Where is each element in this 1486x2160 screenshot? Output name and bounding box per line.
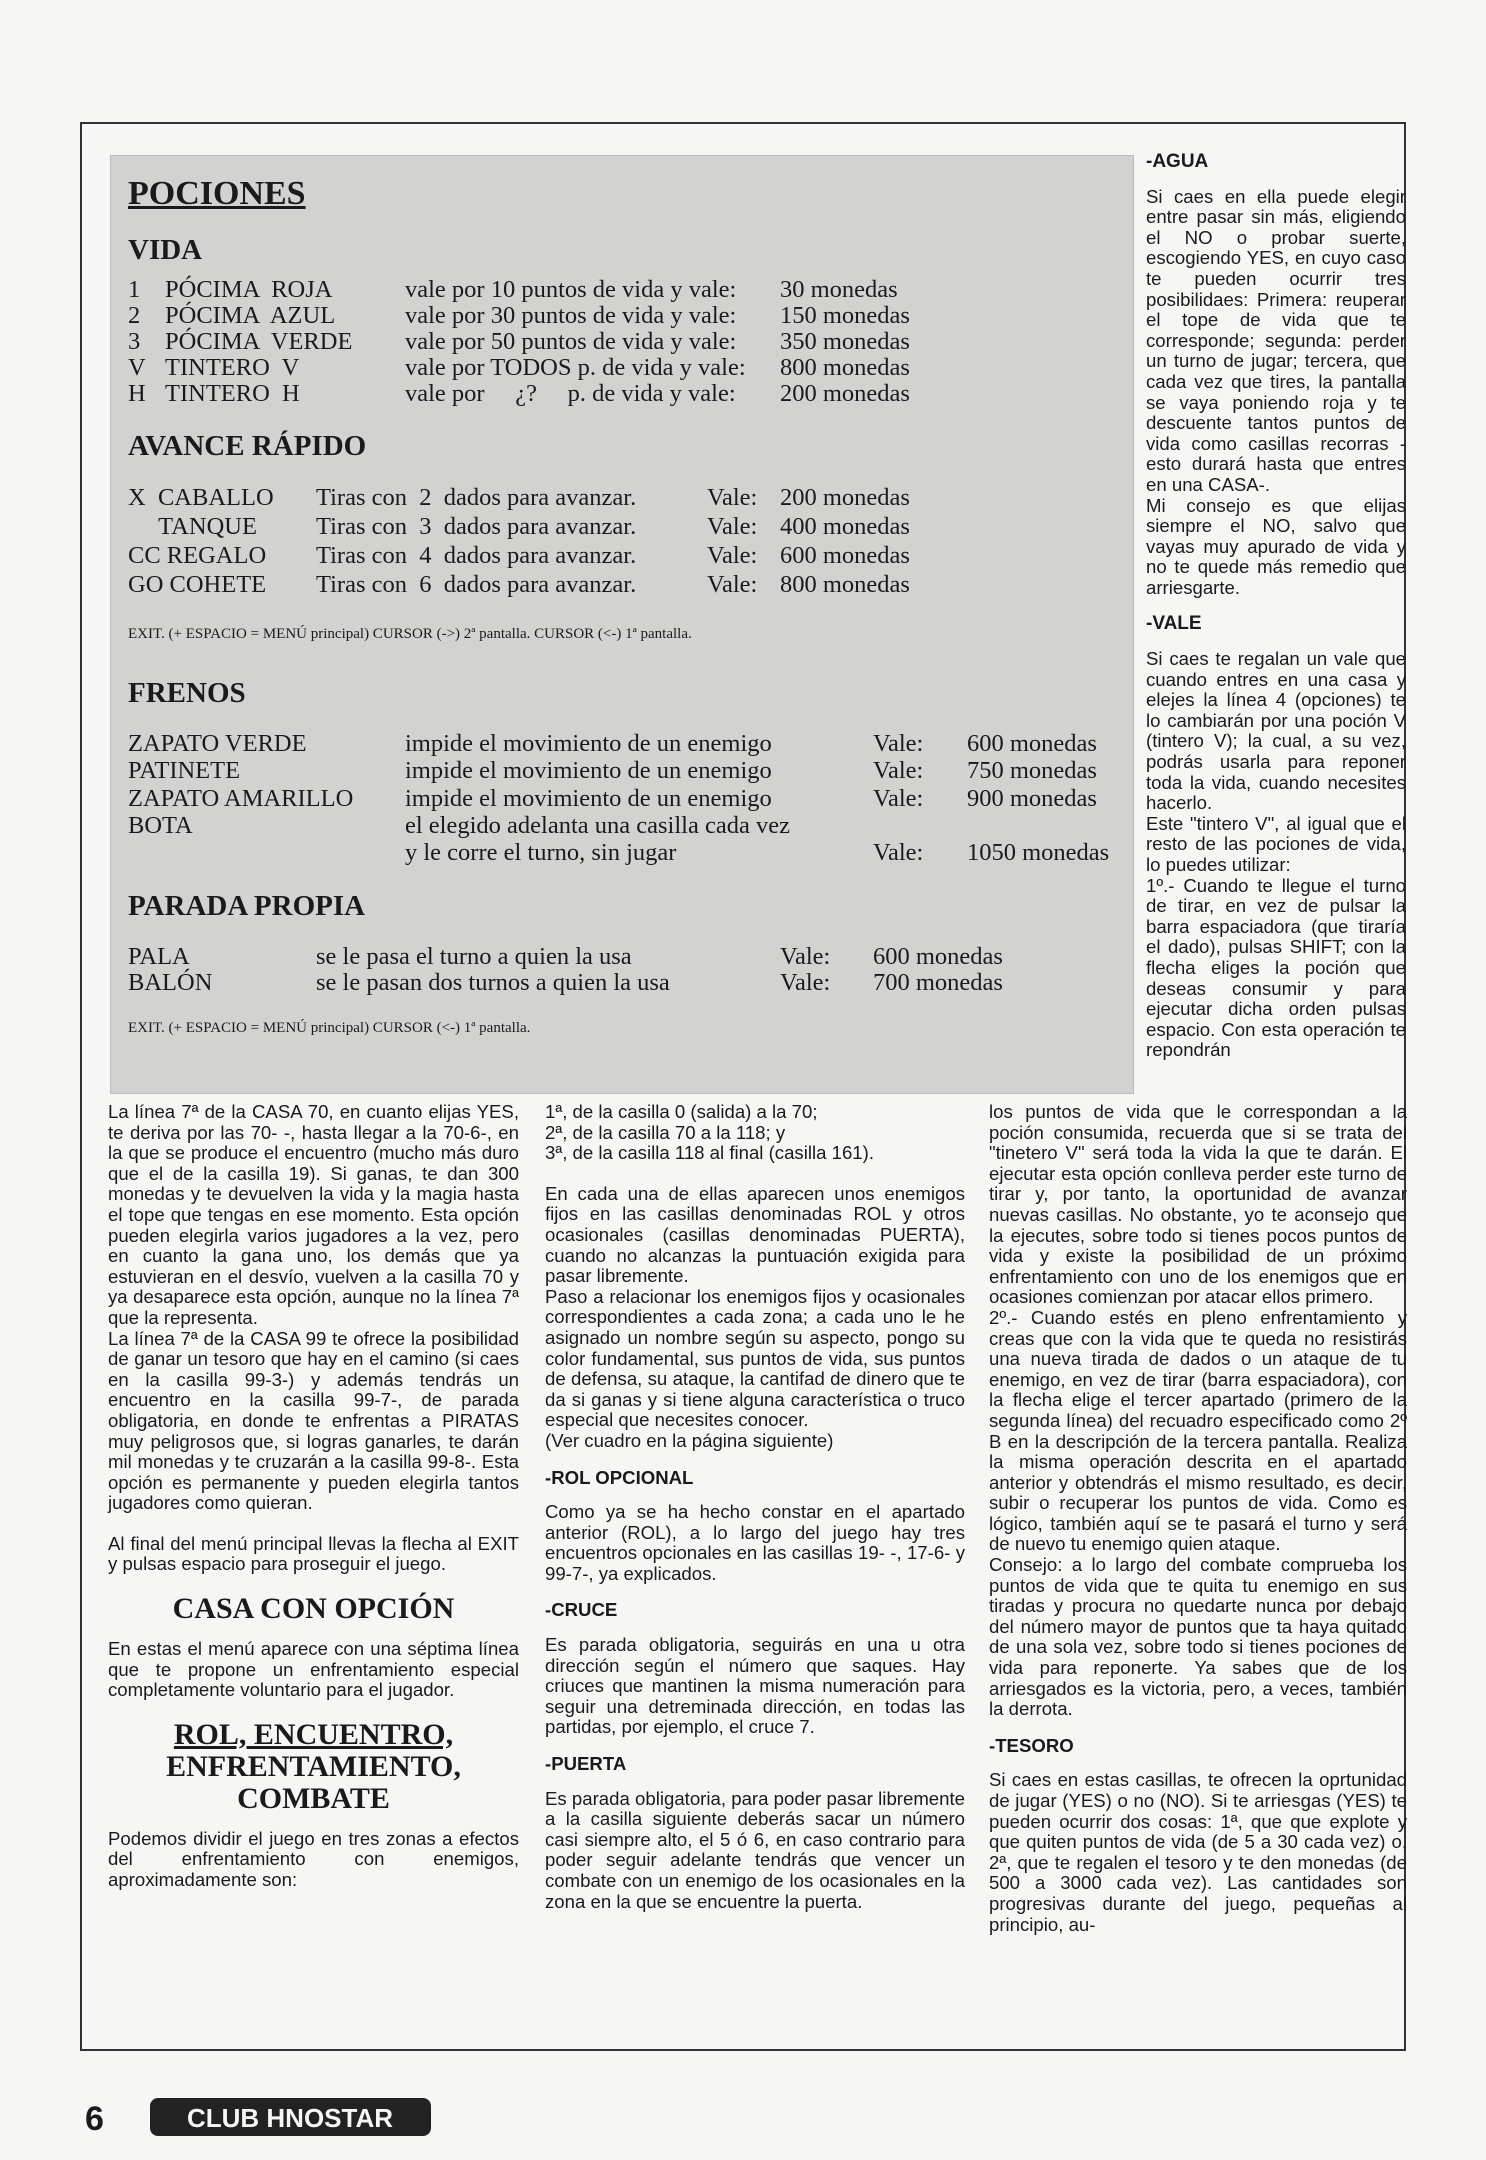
paragraph: Al final del menú principal llevas la flecha al EXIT y pulsas espacio para proseguir el juego. [108,1532,519,1575]
avance-desc: Tiras con 2 dados para avanzar. [316,484,637,511]
subheading-rol-opcional: -ROL OPCIONAL [545,1466,694,1488]
pocion-name: PÓCIMA AZUL [165,302,336,329]
pocion-name: PÓCIMA ROJA [165,276,333,303]
pocion-id: 2 [128,302,141,329]
pocion-name: PÓCIMA VERDE [165,328,353,355]
freno-price: 600 monedas [967,730,1097,757]
pocion-name: TINTERO V [165,354,300,381]
pocion-id: H [128,380,146,407]
paragraph: En cada una de ellas aparecen unos enemigos fijos en las casillas denominadas ROL y otros ocasionales (casillas denominadas PUERTA), cuando no alcanzas la puntuación exigida para pasar libremente. [545,1182,965,1287]
paragraph: Si caes te regalan un vale que cuando entres en una casa y elejes la línea 4 (opciones) te lo cambiarán por una poción V (tintero V); la cual, a su vez, podrás usarla para reponer toda la vida, cuando necesites hacerlo. [1146,648,1406,814]
freno-price: 750 monedas [967,757,1097,784]
avance-vale: Vale: [707,571,758,598]
pocion-desc: vale por 30 puntos de vida y vale: [405,302,737,329]
parada-desc: se le pasa el turno a quien la usa [316,943,632,970]
paragraph: La línea 7ª de la CASA 99 te ofrece la posibilidad de ganar un tesoro que hay en el camino (si caes en la casilla 99-3-) y además tendrás un encuentro en la casilla 99-7-, de parada obligatoria, en donde te enfrentas a PIRATAS muy peligrosos que, si logras ganarles, te darán mil monedas y te cruzarán a la casilla 99-8-. Esta opción es permanente y pueden elegirla tantos jugadores como quieran. [108,1327,519,1514]
freno-name: PATINETE [128,757,241,784]
parada-price: 700 monedas [873,969,1003,996]
column-2 [545,1102,965,1912]
zone-line: 3ª, de la casilla 118 al final (casilla 161). [545,1142,875,1164]
pocion-desc: vale por TODOS p. de vida y vale: [405,354,746,381]
parada-vale: Vale: [780,943,831,970]
avance-vale: Vale: [707,484,758,511]
avance-desc: Tiras con 3 dados para avanzar. [316,513,637,540]
parada-price: 600 monedas [873,943,1003,970]
column-1 [108,1102,519,1891]
avance-vale: Vale: [707,542,758,569]
freno-vale: Vale: [873,839,924,866]
avance-name: CC REGALO [128,542,267,569]
avance-desc: Tiras con 6 dados para avanzar. [316,571,637,598]
avance-price: 600 monedas [780,542,910,569]
avance-name: TANQUE [128,513,257,540]
paragraph: (Ver cuadro en la página siguiente) [545,1429,834,1451]
exit-line-1: EXIT. (+ ESPACIO = MENÚ principal) CURSOR (->) 2ª pantalla. CURSOR (<-) 1ª pantalla. [128,626,692,642]
club-logo [148,2092,433,2142]
pociones-title: POCIONES [128,175,306,212]
avance-name: GO COHETE [128,571,267,598]
freno-price: 1050 monedas [967,839,1110,866]
freno-vale: Vale: [873,785,924,812]
parada-desc: se le pasan dos turnos a quien la usa [316,969,670,996]
paragraph: Paso a relacionar los enemigos fijos y ocasionales correspondientes a cada zona; a cada uno le he asignado un nombre según su aspecto, pongo su color fundamental, sus puntos de vida, sus puntos de defensa, su ataque, la cantifad de dinero que te da si ganas y si tiene alguna característica o truco especial que necesites conocer. [545,1285,965,1431]
freno-desc: impide el movimiento de un enemigo [405,730,772,757]
zone-line: 1ª, de la casilla 0 (salida) a la 70; [545,1101,818,1122]
freno-vale: Vale: [873,757,924,784]
avance-price: 800 monedas [780,571,910,598]
section-title-rol-a: ROL, ENCUENTRO, [173,1717,454,1751]
parada-name: BALÓN [128,969,213,996]
page-number: 6 [85,2100,104,2138]
freno-desc: impide el movimiento de un enemigo [405,757,772,784]
parada-title: PARADA PROPIA [128,890,366,922]
subheading-puerta: -PUERTA [545,1753,627,1775]
pocion-price: 800 monedas [780,354,910,381]
exit-line-2: EXIT. (+ ESPACIO = MENÚ principal) CURSOR (<-) 1ª pantalla. [128,1020,531,1036]
pocion-id: 1 [128,276,141,303]
subheading-agua: -AGUA [1146,151,1209,172]
pocion-id: V [128,354,146,381]
paragraph: Si caes en estas casillas, te ofrecen la oprtunidad de jugar (YES) o no (NO). Si te arriesgas (YES) te pueden ocurrir dos cosas: 1ª, que que explote y que quiten puntos de vida (de 5 a 30 cada vez) o, 2ª, que te regalen el tesoro y te den monedas (de 500 a 3000 cada vez). Las cantidades son progresivas durante del juego, pequeñas al principio, au- [989,1769,1407,1935]
paragraph: Podemos dividir el juego en tres zonas a efectos del enfrentamiento con enemigos, aproximadamente son: [108,1827,519,1891]
paragraph: Como ya se ha hecho constar en el apartado anterior (ROL), a lo largo del juego hay tres encuentros opcionales en las casillas 19- -, 17-6- y 99-7-, ya explicados. [545,1501,965,1584]
column-3 [989,1102,1407,1935]
paragraph: los puntos de vida que le correspondan a la poción consumida, recuerda que si se trata del "tinetero V" será toda la vida la que te darán. El ejecutar esta opción conlleva perder este turno de tirar y, por tanto, la oportunidad de avanzar nuevas casillas. No obstante, yo te aconsejo que la ejecutes, sobre todo si tienes pocos puntos de vida y existe la posibilidad de un próximo enfrentamiento con uno de los enemigos que en ocasiones comienzan por atacar ellos primero. [989,1101,1407,1308]
subheading-vale: -VALE [1146,613,1202,635]
paragraph: Mi consejo es que elijas siempre el NO, salvo que vayas muy apurado de vida y no te quede más remedio que arriesgarte. [1146,494,1406,598]
freno-vale: Vale: [873,730,924,757]
avance-name: X CABALLO [128,484,274,511]
subheading-tesoro: -TESORO [989,1734,1074,1756]
subheading-cruce: -CRUCE [545,1599,618,1621]
pocion-price: 30 monedas [780,276,898,303]
freno-name: ZAPATO VERDE [128,730,307,757]
avance-price: 200 monedas [780,484,910,511]
parada-name: PALA [128,943,190,970]
logo-text: CLUB HNOSTAR [186,2103,394,2133]
pocion-id: 3 [128,328,141,355]
avance-title: AVANCE RÁPIDO [128,430,367,462]
pocion-price: 200 monedas [780,380,910,407]
freno-name: ZAPATO AMARILLO [128,785,354,812]
side-column [1146,152,1406,1061]
pocion-desc: vale por ¿? p. de vida y vale: [405,380,736,407]
paragraph: 1º.- Cuando te llegue el turno de tirar, en vez de pulsar la barra espaciadora (que tiraría el dado), pulsas SHIFT; con la flecha eliges la poción que deseas consumir y para ejecutar dicha orden pulsas espacio. Con esta operación te repondrán [1146,874,1406,1061]
freno-name: BOTA [128,812,193,839]
avance-vale: Vale: [707,513,758,540]
parada-vale: Vale: [780,969,831,996]
paragraph: Este "tintero V", al igual que el resto de las pociones de vida, lo puedes utilizar: [1146,812,1406,875]
section-title-casa-opcion: CASA CON OPCIÓN [172,1592,455,1626]
paragraph: Si caes en ella puede elegir entre pasar sin más, eligiendo el NO o probar suerte, escogiendo YES, en cuyo caso te pueden ocurrir tres posibilidaes: Primera: reuperar el tope de vida que te corresponde; segunda: perder un turno de jugar; tercera, que cada vez que tires, la pantalla se vaya poniendo roja y te descuente tantos puntos de vida como casillas recorras -esto durará hasta que entres en una CASA-. [1146,185,1406,495]
club-logo-icon [148,2092,433,2142]
section-title-rol-b: ENFRENTAMIENTO, [166,1749,461,1783]
pocion-desc: vale por 10 puntos de vida y vale: [405,276,737,303]
freno-desc: el elegido adelanta una casilla cada vez [405,812,790,839]
zone-line: 2ª, de la casilla 70 a la 118; y [545,1121,786,1143]
paragraph: Consejo: a lo largo del combate comprueba los puntos de vida que te quita tu enemigo en sus tiradas y procura no quedarte nunca por debajo del número mayor de puntos que ta haya quitado de una sola vez, sobre todo si tienes pociones de vida para reponerte. Ya sabes que de los arriesgados es la victoria, pero, a veces, también la derrota. [989,1554,1407,1720]
frenos-title: FRENOS [128,677,246,709]
paragraph: La línea 7ª de la CASA 70, en cuanto elijas YES, te deriva por las 70- -, hasta llegar a la 70-6-, en la que se produce el encuentro (mucho más duro que el de la casilla 19). Si ganas, te dan 300 monedas y te devuelven la vida y la magia hasta el tope que tengas en ese momento. Esta opción pueden elegirla varios jugadores a la vez, pero en cuanto la gana uno, los demás que ya estuvieran en el desvío, vuelven a la casilla 70 y ya desaparece esta opción, aunque no la línea 7ª que la representa. [108,1101,519,1328]
pocion-price: 350 monedas [780,328,910,355]
avance-price: 400 monedas [780,513,910,540]
freno-price: 900 monedas [967,785,1097,812]
paragraph: 2º.- Cuando estés en pleno enfrentamiento y creas que con la vida que te queda no resistirás una nueva tirada de dados o un ataque de tu enemigo, en vez de tirar (barra espaciadora), con la flecha elige el tercer apartado (primero de la segunda línea) del recuadro especificado como 2º B en la descripción de la tercera pantalla. Realiza la misma operación descrita en el apartado anterior y obtendrás el mismo resultado, es decir, subir o recuperar los puntos de vida. Como es lógico, también aquí se te pasará el turno y será de nuevo tu enemigo quien ataque. [989,1306,1407,1555]
freno-desc: impide el movimiento de un enemigo [405,785,772,812]
pocion-name: TINTERO H [165,380,300,407]
pocion-price: 150 monedas [780,302,910,329]
paragraph: Es parada obligatoria, para poder pasar libremente a la casilla siguiente deberás sacar un número casi siempre alto, el 5 ó 6, en caso contrario para poder seguir adelante tendrás que vencer un combate con un enemigo de los ocasionales en la zona en la que se encuentre la puerta. [545,1787,965,1912]
freno-desc: y le corre el turno, sin jugar [405,839,677,866]
paragraph: Es parada obligatoria, seguirás en una u otra dirección según el número que saques. Hay criuces que mantinen la misma numeración para seguir una detreminada dirección, en todas las partidas, por ejemplo, el cruce 7. [545,1634,965,1738]
pocion-desc: vale por 50 puntos de vida y vale: [405,328,737,355]
avance-desc: Tiras con 4 dados para avanzar. [316,542,637,569]
section-title-rol-c: COMBATE [237,1781,390,1815]
paragraph: En estas el menú aparece con una séptima línea que te propone un enfrentamiento especial completamente voluntario para el jugador. [108,1638,519,1701]
vida-title: VIDA [128,234,203,266]
